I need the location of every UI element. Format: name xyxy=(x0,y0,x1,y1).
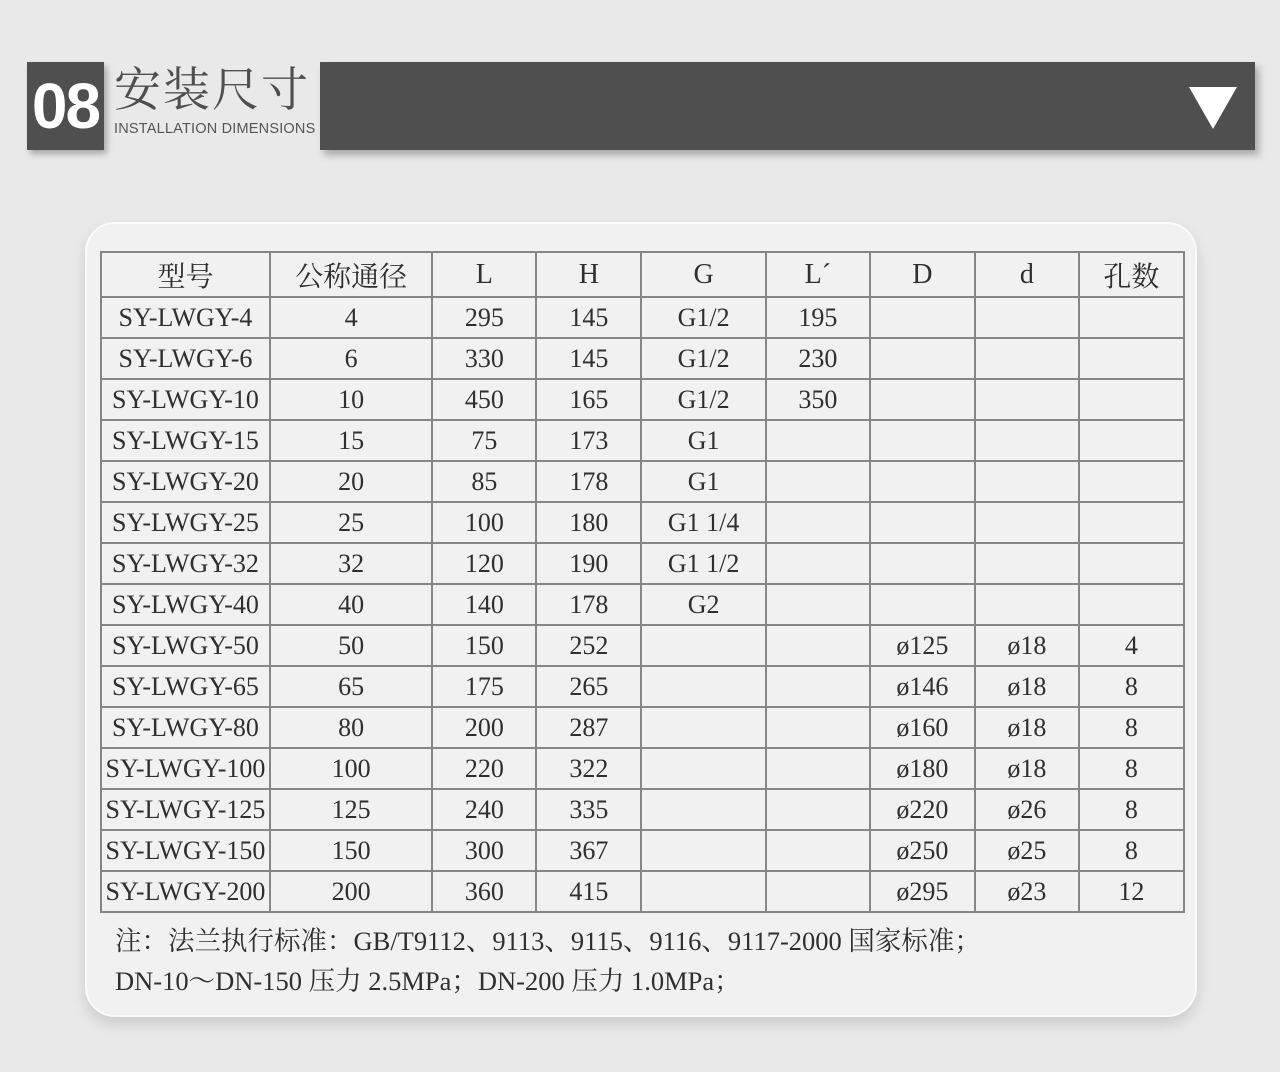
table-cell xyxy=(766,748,870,789)
table-row xyxy=(101,338,1184,379)
table-cell xyxy=(1079,502,1184,543)
table-row xyxy=(101,666,1184,707)
dimensions-table xyxy=(100,251,1185,913)
column-header-5: L´ xyxy=(766,252,870,297)
table-row xyxy=(101,871,1184,912)
table-cell: 150 xyxy=(432,625,536,666)
table-cell xyxy=(1079,461,1184,502)
table-cell xyxy=(1079,420,1184,461)
table-row xyxy=(101,584,1184,625)
table-cell: G1 1/4 xyxy=(641,502,766,543)
table-cell xyxy=(870,461,975,502)
table-cell: 180 xyxy=(536,502,641,543)
table-cell: 50 xyxy=(270,625,432,666)
column-header-7: d xyxy=(975,252,1079,297)
section-title: 安装尺寸 xyxy=(114,63,310,116)
table-cell: SY-LWGY-125 xyxy=(101,789,270,830)
table-cell: 140 xyxy=(432,584,536,625)
table-cell: 120 xyxy=(432,543,536,584)
table-cell: ø180 xyxy=(870,748,975,789)
table-cell: 40 xyxy=(270,584,432,625)
table-cell: 287 xyxy=(536,707,641,748)
table-cell: ø160 xyxy=(870,707,975,748)
section-number: 08 xyxy=(31,70,100,142)
table-cell xyxy=(766,420,870,461)
table-cell: 350 xyxy=(766,379,870,420)
table-row xyxy=(101,297,1184,338)
table-cell xyxy=(641,666,766,707)
section-banner xyxy=(320,62,1255,150)
table-cell: 295 xyxy=(432,297,536,338)
column-header-8: 孔数 xyxy=(1079,252,1184,297)
table-cell: SY-LWGY-80 xyxy=(101,707,270,748)
table-cell: 195 xyxy=(766,297,870,338)
table-cell: 65 xyxy=(270,666,432,707)
table-cell: 32 xyxy=(270,543,432,584)
table-cell xyxy=(870,379,975,420)
table-cell: ø18 xyxy=(975,748,1079,789)
table-row xyxy=(101,379,1184,420)
table-cell xyxy=(641,748,766,789)
table-cell xyxy=(975,543,1079,584)
table-cell: 8 xyxy=(1079,748,1184,789)
table-cell xyxy=(1079,543,1184,584)
table-cell: G1/2 xyxy=(641,338,766,379)
table-cell: 265 xyxy=(536,666,641,707)
table-cell: 173 xyxy=(536,420,641,461)
table-cell: SY-LWGY-10 xyxy=(101,379,270,420)
table-cell: SY-LWGY-25 xyxy=(101,502,270,543)
column-header-3: H xyxy=(536,252,641,297)
table-cell: ø18 xyxy=(975,625,1079,666)
table-cell xyxy=(641,871,766,912)
table-cell: 335 xyxy=(536,789,641,830)
table-cell xyxy=(766,625,870,666)
table-cell xyxy=(975,379,1079,420)
table-cell xyxy=(641,830,766,871)
table-cell xyxy=(766,789,870,830)
table-cell: 300 xyxy=(432,830,536,871)
table-cell: 360 xyxy=(432,871,536,912)
table-cell xyxy=(870,502,975,543)
table-cell xyxy=(870,338,975,379)
table-cell: 367 xyxy=(536,830,641,871)
table-cell: G1/2 xyxy=(641,379,766,420)
table-cell: 190 xyxy=(536,543,641,584)
table-cell: G1 xyxy=(641,461,766,502)
table-cell: 100 xyxy=(270,748,432,789)
triangle-down-icon xyxy=(1189,87,1237,129)
table-cell: SY-LWGY-40 xyxy=(101,584,270,625)
table-cell: 25 xyxy=(270,502,432,543)
note-line-2: DN-10～DN-150 压力 2.5MPa；DN-200 压力 1.0MPa； xyxy=(115,965,741,996)
table-cell xyxy=(766,666,870,707)
table-cell: G1 1/2 xyxy=(641,543,766,584)
table-row xyxy=(101,461,1184,502)
table-cell: SY-LWGY-150 xyxy=(101,830,270,871)
table-cell: ø125 xyxy=(870,625,975,666)
table-cell: 6 xyxy=(270,338,432,379)
table-cell xyxy=(1079,584,1184,625)
table-cell: ø220 xyxy=(870,789,975,830)
table-header-row xyxy=(101,252,1184,297)
table-cell: ø25 xyxy=(975,830,1079,871)
table-cell xyxy=(1079,379,1184,420)
table-body xyxy=(101,297,1184,912)
table-row xyxy=(101,543,1184,584)
table-cell: SY-LWGY-20 xyxy=(101,461,270,502)
table-cell: 100 xyxy=(432,502,536,543)
table-row xyxy=(101,789,1184,830)
table-cell xyxy=(975,420,1079,461)
table-cell: SY-LWGY-100 xyxy=(101,748,270,789)
table-cell: 230 xyxy=(766,338,870,379)
table-cell: 450 xyxy=(432,379,536,420)
table-cell xyxy=(975,297,1079,338)
table-cell: ø18 xyxy=(975,707,1079,748)
table-cell: 125 xyxy=(270,789,432,830)
table-cell: 8 xyxy=(1079,830,1184,871)
table-cell: 330 xyxy=(432,338,536,379)
section-number-box xyxy=(27,62,104,150)
table-cell xyxy=(870,543,975,584)
table-cell: ø250 xyxy=(870,830,975,871)
section-title-group xyxy=(114,61,319,149)
column-header-6: D xyxy=(870,252,975,297)
table-cell xyxy=(641,789,766,830)
table-cell xyxy=(975,502,1079,543)
table-cell: 20 xyxy=(270,461,432,502)
table-cell xyxy=(975,461,1079,502)
table-cell xyxy=(1079,297,1184,338)
table-cell xyxy=(641,707,766,748)
table-cell: ø18 xyxy=(975,666,1079,707)
table-cell xyxy=(766,871,870,912)
table-cell: SY-LWGY-15 xyxy=(101,420,270,461)
table-cell: 8 xyxy=(1079,707,1184,748)
table-cell: 165 xyxy=(536,379,641,420)
table-cell: 322 xyxy=(536,748,641,789)
note-line-1: 注：法兰执行标准：GB/T9112、9113、9115、9116、9117-2000 国家标准； xyxy=(115,926,981,956)
table-cell: SY-LWGY-65 xyxy=(101,666,270,707)
table-cell: SY-LWGY-6 xyxy=(101,338,270,379)
table-cell: 85 xyxy=(432,461,536,502)
table-cell: ø146 xyxy=(870,666,975,707)
table-cell: 415 xyxy=(536,871,641,912)
table-cell: G1 xyxy=(641,420,766,461)
table-cell xyxy=(870,584,975,625)
table-cell: 8 xyxy=(1079,666,1184,707)
table-cell: ø23 xyxy=(975,871,1079,912)
table-note xyxy=(115,922,1155,1002)
table-header xyxy=(101,252,1184,297)
table-cell: 175 xyxy=(432,666,536,707)
column-header-4: G xyxy=(641,252,766,297)
table-cell: 150 xyxy=(270,830,432,871)
table-cell: G2 xyxy=(641,584,766,625)
table-cell: 12 xyxy=(1079,871,1184,912)
column-header-1: 公称通径 xyxy=(270,252,432,297)
table-cell: 252 xyxy=(536,625,641,666)
table-cell: 4 xyxy=(1079,625,1184,666)
table-cell xyxy=(766,584,870,625)
column-header-2: L xyxy=(432,252,536,297)
table-cell: 145 xyxy=(536,297,641,338)
section-subtitle: INSTALLATION DIMENSIONS xyxy=(114,120,316,137)
table-row xyxy=(101,830,1184,871)
table-cell: ø295 xyxy=(870,871,975,912)
table-cell: ø26 xyxy=(975,789,1079,830)
table-cell: SY-LWGY-32 xyxy=(101,543,270,584)
table-cell xyxy=(766,707,870,748)
table-cell: 80 xyxy=(270,707,432,748)
table-cell: SY-LWGY-4 xyxy=(101,297,270,338)
table-cell: 178 xyxy=(536,584,641,625)
table-cell xyxy=(641,625,766,666)
table-row xyxy=(101,420,1184,461)
table-cell: 200 xyxy=(432,707,536,748)
table-cell xyxy=(766,830,870,871)
table-cell: 4 xyxy=(270,297,432,338)
table-cell: SY-LWGY-50 xyxy=(101,625,270,666)
table-cell: 145 xyxy=(536,338,641,379)
table-cell: 240 xyxy=(432,789,536,830)
table-cell: 200 xyxy=(270,871,432,912)
table-cell: 8 xyxy=(1079,789,1184,830)
table-cell: 220 xyxy=(432,748,536,789)
column-header-0: 型号 xyxy=(101,252,270,297)
table-cell: 10 xyxy=(270,379,432,420)
table-row xyxy=(101,625,1184,666)
table-row xyxy=(101,748,1184,789)
table-cell xyxy=(870,297,975,338)
spec-card xyxy=(85,222,1197,1017)
table-cell: 178 xyxy=(536,461,641,502)
table-row xyxy=(101,707,1184,748)
table-cell: G1/2 xyxy=(641,297,766,338)
table-cell: 75 xyxy=(432,420,536,461)
table-cell xyxy=(766,543,870,584)
table-row xyxy=(101,502,1184,543)
table-cell xyxy=(766,461,870,502)
table-cell: SY-LWGY-200 xyxy=(101,871,270,912)
table-cell xyxy=(975,584,1079,625)
table-cell: 15 xyxy=(270,420,432,461)
table-cell xyxy=(1079,338,1184,379)
table-cell xyxy=(975,338,1079,379)
table-cell xyxy=(766,502,870,543)
table-cell xyxy=(870,420,975,461)
